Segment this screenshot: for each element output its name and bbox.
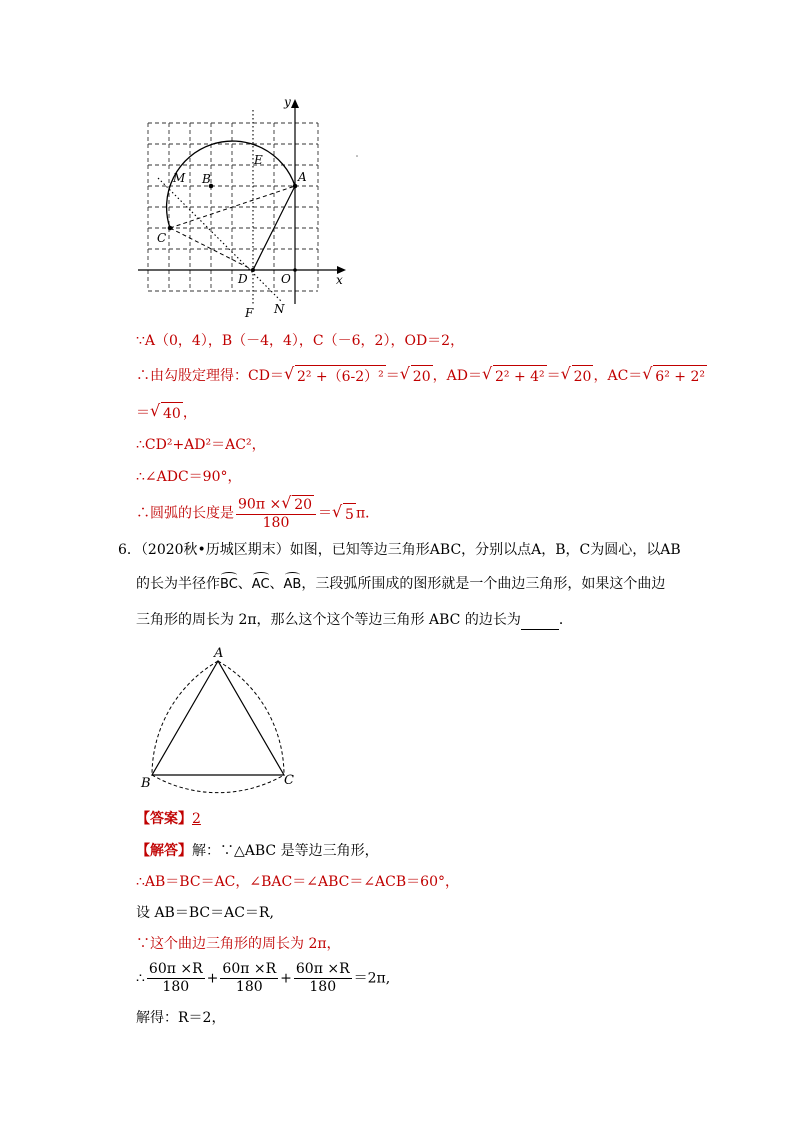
question6-line2: 的长为半径作BC、AC、AB，三段弧所围成的图形就是一个曲边三角形，如果这个曲边 [136,574,665,595]
point-a [293,184,298,189]
question6-line3: 三角形的周长为 2π，那么这个这个等边三角形 ABC 的边长为 ． [136,612,573,628]
question6-line1: 6．（2020秋•历城区期末）如图，已知等边三角形ABC，分别以点A，B，C为圆心，以AB [118,542,681,558]
solution1-line2: ∴由勾股定理得：CD＝√ 2² +（6-2）² ＝√ 20 ，AD＝√ 2² + 4² ＝√ 20 ，AC＝√ 6² + 2² [136,365,707,387]
analysis-line2: ∴AB＝BC＝AC，∠BAC＝∠ABC＝∠ACB＝60°， [136,874,459,890]
label-m: M [173,171,186,185]
answer-line [136,809,201,829]
arc-cba [167,141,295,228]
analysis-line3: 设 AB＝BC＝AC＝R, [136,905,274,921]
label-b: B [202,172,211,186]
label-o: O [281,272,291,286]
sqrt-20-b: √ 20 [561,365,594,387]
label-x: x [336,273,343,287]
label-y: y [284,95,291,109]
sqrt-40: √ 40 [150,402,183,424]
answer-tag: 【答案】 [136,811,192,827]
solution1-line3: ＝√ 40 ， [136,402,197,424]
solution1-line4: ∴CD²+AD²＝AC²， [136,437,266,453]
y-axis-arrow [291,99,299,108]
triangle-abc [152,661,284,775]
label-d: D [238,272,248,286]
label-c2: C [284,773,294,788]
analysis-tag: 【解答】 [136,843,192,859]
fraction-2: $\frac{60\pi \times R}{180}$ [222,961,277,995]
arc-ab-label: AB [284,575,302,595]
answer-blank [521,615,559,630]
reuleaux-triangle-figure [135,640,305,800]
label-a: A [298,170,307,184]
label-b2: B [141,776,151,791]
arc-length-fraction: $\frac{90\pi \times√ 20}{180}$ [236,495,316,532]
label-f: F [245,306,254,320]
analysis-line4: ∵这个曲边三角形的周长为 2π， [136,936,341,952]
sqrt-cd: √ 2² +（6-2）² [284,365,386,387]
solution1-line1: ∵A（0，4），B（－4，4），C（－6，2），OD＝2， [136,333,465,349]
answer-value: 2 [192,811,201,827]
analysis-line1: 【解答】解：∵△ABC 是等边三角形， [136,843,379,859]
sqrt-5: √ 5 [332,503,356,525]
fraction-3: $\frac{60\pi \times R}{180}$ [295,961,350,995]
sqrt-20-a: √ 20 [400,365,433,387]
analysis-line6: 解得：R＝2， [136,1010,226,1026]
arc-bc [152,775,284,793]
arc-bc-label: BC [220,575,238,595]
label-n: N [274,302,285,316]
fraction-1: $\frac{60\pi \times R}{180}$ [148,961,203,995]
arc-ac-label: AC [252,575,270,595]
point-d [251,268,255,272]
coordinate-grid-figure [130,92,360,322]
sqrt-ac: √ 6² + 2² [642,365,707,387]
point-c [168,226,173,231]
solution1-line5: ∴∠ADC＝90°， [136,469,242,485]
label-e: E [254,153,263,167]
point-o [293,268,297,272]
solution1-line6: ∴圆弧的长度是 $\frac{90\pi \times√ 20}{180}$ ＝√ 5 π． [136,495,379,532]
label-a2: A [214,646,224,661]
stray-dot [356,155,358,157]
analysis-line5: ∴ $\frac{60\pi \times R}{180}$ + $\frac{60\pi \times R}{180}$ + $\frac{60\pi \times R}{180}$ ＝2π, [136,961,391,995]
label-c: C [157,231,167,245]
sqrt-ad: √ 2² + 4² [482,365,547,387]
